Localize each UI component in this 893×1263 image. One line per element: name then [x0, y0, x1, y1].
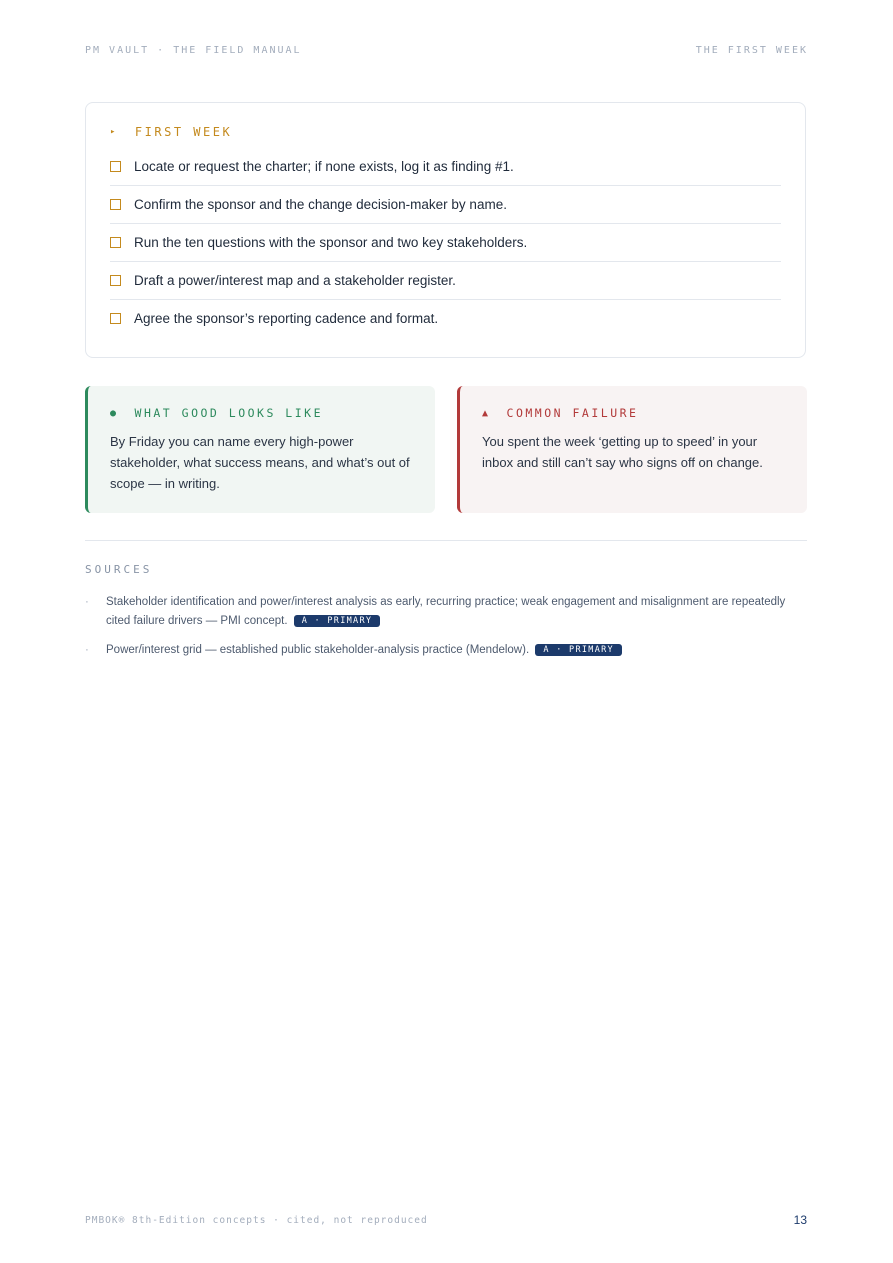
failure-callout-header — [482, 406, 785, 420]
good-callout-title: WHAT GOOD LOOKS LIKE — [134, 406, 324, 420]
checklist-title: FIRST WEEK — [134, 125, 233, 139]
circle-icon: ● — [110, 407, 119, 419]
good-callout-header — [110, 406, 413, 420]
checkbox-icon[interactable] — [110, 275, 121, 286]
checklist-item[interactable] — [110, 262, 781, 300]
footer-note: PMBOK® 8th-Edition concepts · cited, not reproduced — [85, 1215, 428, 1226]
triangle-right-icon: ▸ — [110, 127, 118, 137]
checkbox-icon[interactable] — [110, 199, 121, 210]
common-failure-callout — [457, 386, 807, 513]
good-outcome-callout — [85, 386, 435, 513]
sources-title: SOURCES — [85, 563, 153, 576]
checkbox-icon[interactable] — [110, 313, 121, 324]
manual-title: PM VAULT · THE FIELD MANUAL — [85, 45, 302, 56]
checklist-header — [110, 125, 781, 139]
failure-callout-title: COMMON FAILURE — [506, 406, 639, 420]
sources-list — [85, 593, 807, 670]
warning-triangle-icon: ▲ — [482, 407, 491, 419]
checklist-item-text: Agree the sponsor’s reporting cadence and format. — [134, 311, 439, 326]
source-text: Stakeholder identification and power/interest analysis as early, recurring practice; weak engagement and misalignment are repeatedly cited failure drivers — PMI concept. — [106, 596, 786, 627]
source-grade-badge: A · PRIMARY — [535, 644, 622, 656]
source-item — [85, 593, 807, 631]
divider — [85, 540, 807, 541]
source-grade-badge: A · PRIMARY — [294, 615, 381, 627]
checklist-item-text: Locate or request the charter; if none exists, log it as finding #1. — [134, 159, 514, 174]
source-item — [85, 641, 807, 660]
first-week-checklist — [85, 102, 806, 358]
checklist-item-text: Draft a power/interest map and a stakeholder register. — [134, 273, 456, 288]
checkbox-icon[interactable] — [110, 237, 121, 248]
checklist-item[interactable] — [110, 300, 781, 337]
checklist-item[interactable] — [110, 186, 781, 224]
running-head — [85, 45, 808, 56]
bullet-icon: · — [85, 596, 89, 608]
checklist-item-text: Confirm the sponsor and the change decision-maker by name. — [134, 197, 507, 212]
bullet-icon: · — [85, 644, 89, 656]
page-number: 13 — [793, 1213, 807, 1227]
section-title: THE FIRST WEEK — [695, 45, 808, 56]
failure-callout-body: You spent the week ‘getting up to speed’ in your inbox and still can’t say who signs off on change. — [482, 434, 763, 470]
checklist-item[interactable] — [110, 148, 781, 186]
checkbox-icon[interactable] — [110, 161, 121, 172]
source-text-wrap — [106, 593, 807, 631]
source-text-wrap — [106, 641, 622, 660]
good-callout-body: By Friday you can name every high-power stakeholder, what success means, and what’s out of scope — in writing. — [110, 434, 410, 491]
checklist-item[interactable] — [110, 224, 781, 262]
source-text: Power/interest grid — established public stakeholder-analysis practice (Mendelow). — [106, 644, 530, 656]
checklist-item-text: Run the ten questions with the sponsor and two key stakeholders. — [134, 235, 528, 250]
